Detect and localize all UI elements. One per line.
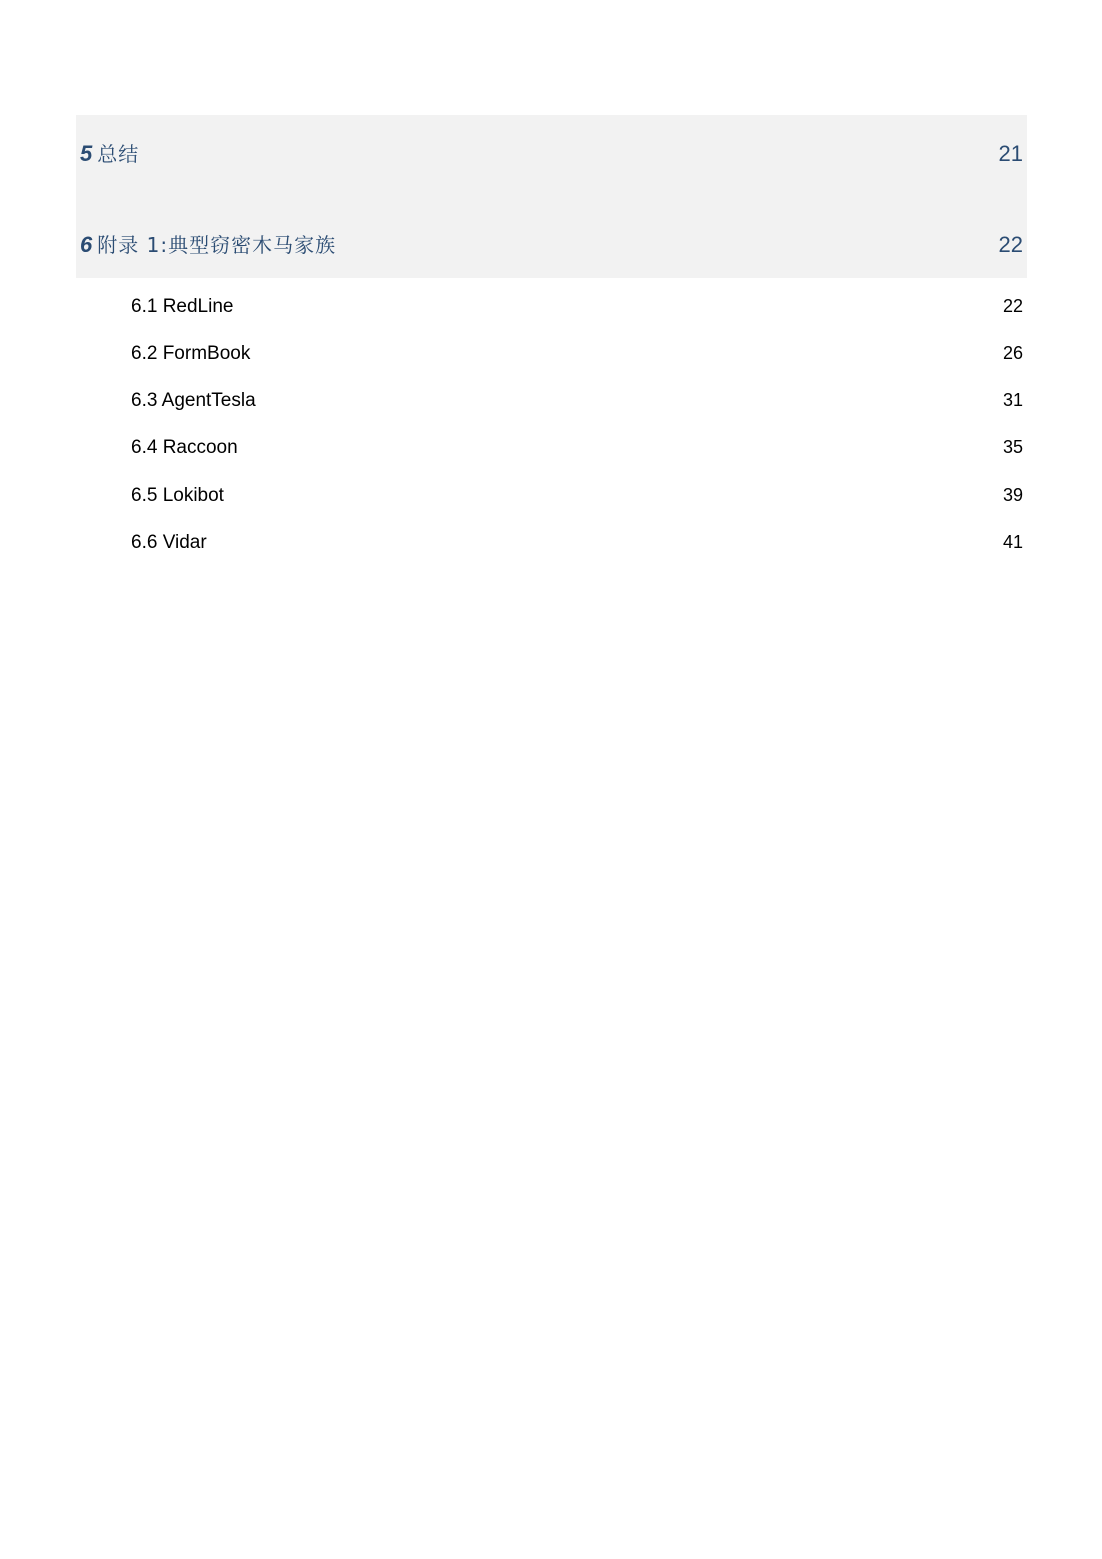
toc-entry-title: 附录 1:典型窃密木马家族: [97, 233, 337, 257]
toc-subentry-page: 31: [1002, 390, 1023, 410]
toc-subentry-title: 6.3 AgentTesla: [131, 390, 256, 411]
toc-entry-title: 总结: [97, 142, 140, 166]
toc-subentry-page: 26: [1002, 343, 1023, 363]
toc-subentry-6-3[interactable]: [131, 390, 1023, 412]
toc-entry-label: [80, 138, 139, 167]
toc-subentry-page: 39: [1002, 485, 1023, 505]
toc-entry-6[interactable]: [80, 229, 1023, 258]
toc-entry-5[interactable]: [80, 138, 1023, 167]
toc-entry-page: 21: [998, 141, 1023, 166]
toc-subentry-title: 6.1 RedLine: [131, 296, 234, 317]
toc-subentry-6-5[interactable]: [131, 485, 1023, 507]
toc-subentry-title: 6.5 Lokibot: [131, 485, 224, 506]
toc-subentry-page: 35: [1002, 437, 1023, 457]
toc-subentry-page: 22: [1002, 296, 1023, 316]
toc-entry-number: 5: [80, 141, 93, 166]
toc-subentry-title: 6.2 FormBook: [131, 343, 251, 364]
toc-subentry-title: 6.6 Vidar: [131, 532, 207, 553]
toc-subentry-title: 6.4 Raccoon: [131, 437, 238, 458]
toc-entry-label: [80, 229, 336, 258]
toc-subentry-6-1[interactable]: [131, 296, 1023, 318]
toc-subentry-6-6[interactable]: [131, 532, 1023, 554]
toc-entry-page: 22: [998, 232, 1023, 257]
toc-subentry-6-4[interactable]: [131, 437, 1023, 459]
toc-subentry-page: 41: [1002, 532, 1023, 552]
toc-entry-number: 6: [80, 232, 93, 257]
toc-subentry-6-2[interactable]: [131, 343, 1023, 365]
